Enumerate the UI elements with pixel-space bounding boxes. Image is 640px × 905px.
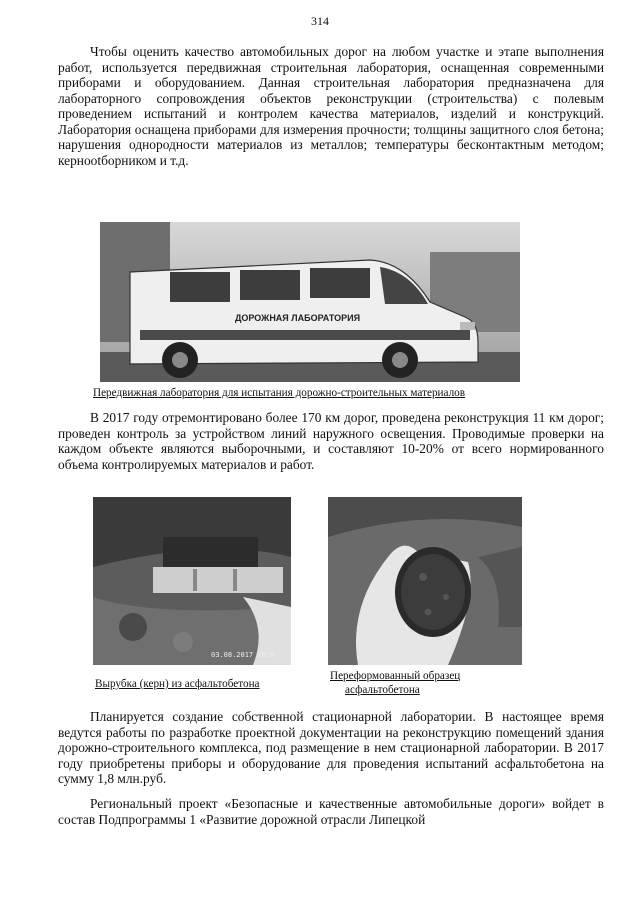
core-cutting-caption: Вырубка (керн) из асфальтобетона [95, 678, 260, 690]
photo-timestamp: 03.08.2017 10:0 [211, 651, 275, 659]
core-cutting-photo [93, 497, 291, 665]
asphalt-sample-caption-line2: асфальтобетона [345, 684, 420, 696]
asphalt-sample-photo [328, 497, 522, 665]
asphalt-sample-caption-line1: Переформованный образец [330, 670, 461, 682]
paragraph-3: Планируется создание собственной стационарной лаборатории. В настоящее время ведутся работы по разработке проектной документации на реконструкцию помещений здания дорожно-строительного комплекса, под размещение в нем стационарной лаборатории. В 2017 году приобретены приборы и оборудование для проведения испытаний асфальтобетона на сумму 1,8 млн.руб. [58, 709, 604, 786]
paragraph-1: Чтобы оценить качество автомобильных дорог на любом участке и этапе выполнения работ, используется передвижная строительная лаборатория, оснащенная современными приборами и оборудованием. Данная строительная лаборатория предназначена для лабораторного сопровождения объектов реконструкции (строительства) с полевым проведением испытаний и контролем качества материалов, изделий и конструкций. Лаборатория оснащена приборами для измерения прочности; толщины защитного слоя бетона; нарушения однородности материалов из металлов; температуры бесконтактным методом; кернootборником и т.д. [58, 44, 604, 168]
van-photo-caption: Передвижная лаборатория для испытания дорожно-строительных материалов [93, 387, 466, 399]
paragraph-2: В 2017 году отремонтировано более 170 км дорог, проведена реконструкция 11 км дорог; проведен контроль за устройством линий наружного освещения. Проводимые проверки на каждом объекте являются выборочными, и составляют 10-20% от всего нормированного объема контролируемых материалов и работ. [58, 410, 604, 472]
page-number: 314 [311, 14, 329, 28]
van-side-text: ДОРОЖНАЯ ЛАБОРАТОРИЯ [235, 313, 361, 323]
paragraph-4: Региональный проект «Безопасные и качественные автомобильные дороги» войдет в состав Подпрограммы 1 «Развитие дорожной отрасли Липецкой [58, 796, 604, 827]
van-photo [100, 222, 520, 382]
